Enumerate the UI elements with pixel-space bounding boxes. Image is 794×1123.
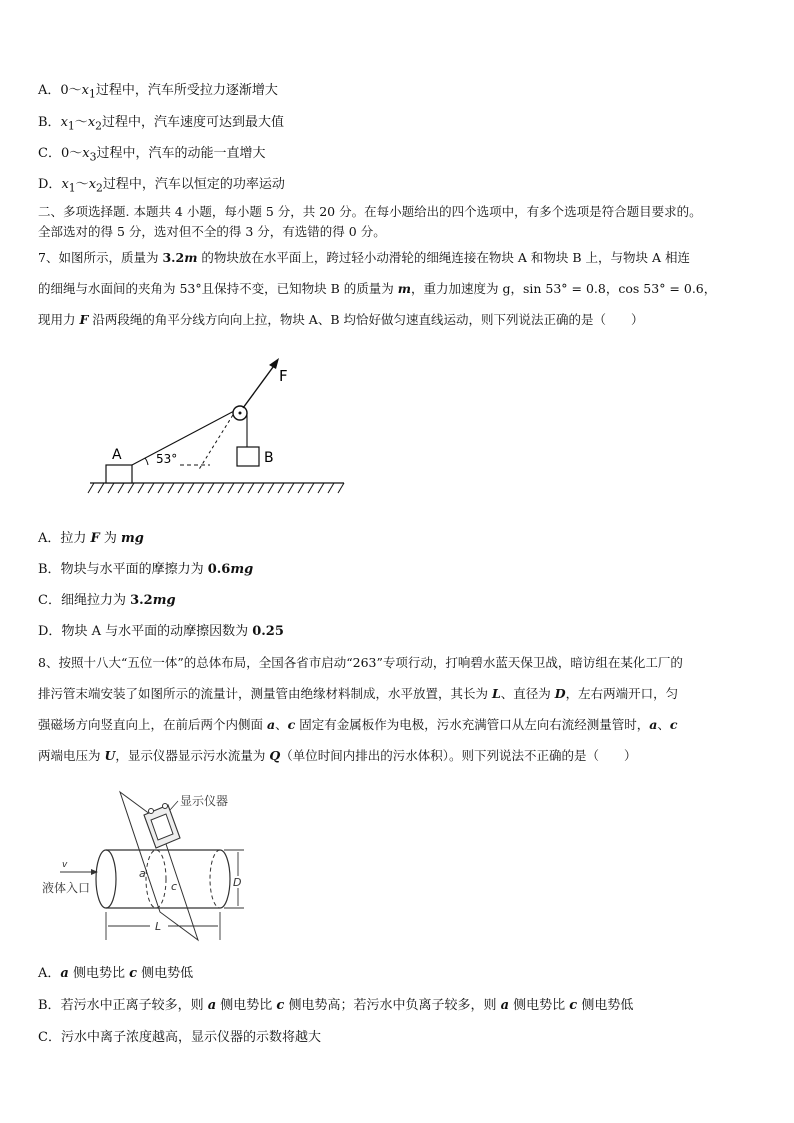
q8-option-c: C．污水中离子浓度越高，显示仪器的示数将越大 <box>38 1030 321 1045</box>
inlet-label: 液体入口 <box>42 881 91 895</box>
q6-option-c: C．$0\sim x_3$过程中，汽车的动能一直增大 <box>38 146 266 164</box>
block-b <box>237 447 259 466</box>
q7-stem-line2: 的细绳与水面间的夹角为 53°且保持不变，已知物块 B 的质量为 m，重力加速度为 g，sin 53° = 0.8，cos 53° = 0.6， <box>38 281 717 296</box>
display-instrument <box>144 804 180 849</box>
angle-label: 53° <box>156 452 178 466</box>
q7-stem-line3: 现用力 F 沿两段绳的角平分线方向向上拉，物块 A、B 均恰好做匀速直线运动，则下列说法正确的是（ ） <box>38 312 644 327</box>
display-leader <box>170 801 178 810</box>
force-arrow-head <box>269 358 279 369</box>
q7-option-a: A．拉力 F 为 mg <box>38 531 144 546</box>
label-a: A <box>112 447 122 463</box>
section2-line2: 全部选对的得 5 分，选对但不全的得 3 分，有选错的得 0 分。 <box>38 224 386 239</box>
display-label: 显示仪器 <box>180 794 229 808</box>
block-a <box>106 465 132 483</box>
q6-option-b: B．$x_1\sim x_2$过程中，汽车速度可达到最大值 <box>38 115 285 133</box>
q6-option-a: A．$0\sim x_1$过程中，汽车所受拉力逐渐增大 <box>38 83 278 101</box>
bisector-dash <box>198 410 236 471</box>
pulley-axle <box>239 412 242 415</box>
q8-option-a: A．a 侧电势比 c 侧电势低 <box>38 966 194 981</box>
section2-line1: 二、多项选择题. 本题共 4 小题，每小题 5 分，共 20 分。在每小题给出的四个选项中，有多个选项是符合题目要求的。 <box>38 204 702 219</box>
electrode-c-label: c <box>171 880 178 893</box>
pipe <box>96 850 230 908</box>
ground-hatching <box>88 483 344 493</box>
q7-stem-line1: 7、如图所示，质量为 3.2m 的物块放在水平面上，跨过轻小动滑轮的细绳连接在物块 A 和物块 B 上，与物块 A 相连 <box>38 250 690 265</box>
velocity-label: v <box>62 860 68 870</box>
q8-stem-line3: 强磁场方向竖直向上，在前后两个内侧面 a、c 固定有金属板作为电极，污水充满管口从左向右流经测量管时，a、c <box>38 717 678 732</box>
label-f: F <box>279 367 288 385</box>
q7-option-b: B．物块与水平面的摩擦力为 0.6mg <box>38 562 254 577</box>
force-arrow-shaft <box>243 363 276 408</box>
electrode-a-label: a <box>139 867 146 880</box>
q7-option-d: D．物块 A 与水平面的动摩擦因数为 0.25 <box>38 624 284 639</box>
angle-arc <box>145 458 148 465</box>
label-b: B <box>264 450 274 466</box>
q8-option-b: B．若污水中正离子较多，则 a 侧电势比 c 侧电势高；若污水中负离子较多，则 a 侧电势比 c 侧电势低 <box>38 998 634 1013</box>
q6-option-d: D．$x_1\sim x_2$过程中，汽车以恒定的功率运动 <box>38 177 285 195</box>
q8-stem-line2: 排污管末端安装了如图所示的流量计，测量管由绝缘材料制成，水平放置，其长为 L、直径为 D，左右两端开口，匀 <box>38 686 679 701</box>
q8-stem-line4: 两端电压为 U，显示仪器显示污水流量为 Q（单位时间内排出的污水体积）。则下列说法不正确的是（ ） <box>38 748 637 763</box>
length-dimension <box>106 912 220 940</box>
rope-a <box>132 410 236 465</box>
diameter-label: D <box>233 876 242 889</box>
q8-flowmeter-figure <box>38 780 260 948</box>
q7-pulley-figure <box>86 355 350 497</box>
q7-option-c: C．细绳拉力为 3.2mg <box>38 593 176 608</box>
length-label: L <box>155 920 162 933</box>
q8-stem-line1: 8、按照十八大“五位一体”的总体布局，全国各省市启动“263”专项行动，打响碧水蓝天保卫战，暗访组在某化工厂的 <box>38 655 683 670</box>
